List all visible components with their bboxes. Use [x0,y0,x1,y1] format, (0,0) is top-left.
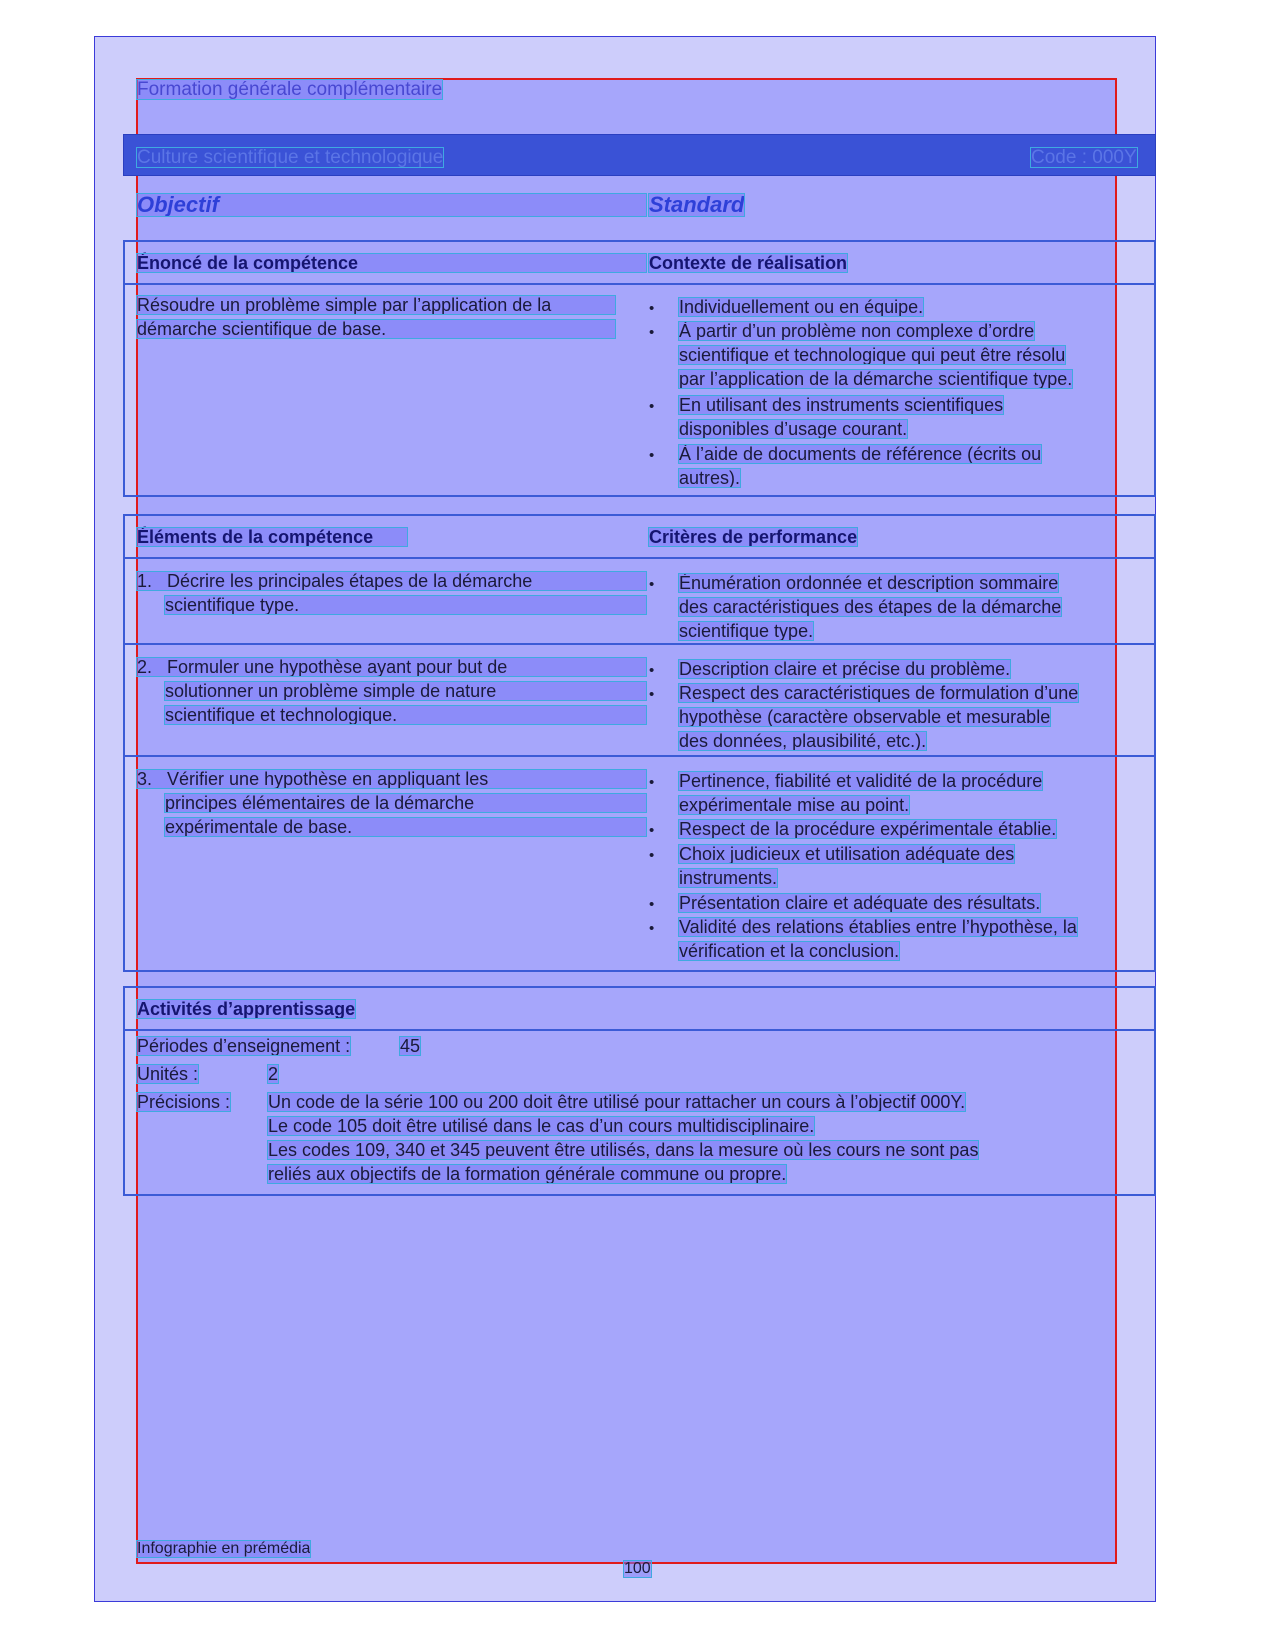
element-2-line: solutionner un problème simple de nature [165,682,646,700]
criterion-line: hypothèse (caractère observable et mesurable [679,707,1051,727]
element-2-line: scientifique et technologique. [165,706,646,724]
units-label: Unités : [137,1064,199,1084]
document-title: Formation générale complémentaire [137,79,443,100]
section-divider [123,1029,1156,1031]
criterion-line: Choix judicieux et utilisation adéquate des [679,844,1015,864]
competence-statement-header: Énoncé de la compétence [137,254,646,272]
criterion-line: vérification et la conclusion. [679,941,900,961]
row-divider [123,755,1156,757]
element-text: Formuler une hypothèse ayant pour but de [167,657,508,677]
context-line: À partir d’un problème non complexe d’ordre [679,321,1035,341]
criterion-line: Pertinence, fiabilité et validité de la procédure [679,771,1043,791]
context-line: scientifique et technologique qui peut être résolu [679,345,1066,365]
criterion-line: des caractéristiques des étapes de la démarche [679,597,1062,617]
element-3-line: expérimentale de base. [165,818,646,836]
criterion-line: Validité des relations établies entre l’hypothèse, la [679,917,1077,937]
bullet: • [649,447,655,464]
context-header: Contexte de réalisation [649,253,848,273]
precisions-label: Précisions : [137,1092,231,1112]
bullet: • [649,300,655,317]
precision-line: reliés aux objectifs de la formation générale commune ou propre. [268,1164,787,1184]
element-number: 1. [137,571,153,591]
elements-header: Éléments de la compétence [137,528,407,546]
bullet: • [649,774,655,791]
row-divider [123,643,1156,645]
context-line: disponibles d’usage courant. [679,419,908,439]
bullet: • [649,686,655,703]
bullet: • [649,576,655,593]
element-1-line [137,572,646,590]
bullet: • [649,822,655,839]
element-1-line: scientifique type. [165,596,646,614]
criterion-line: Présentation claire et adéquate des résultats. [679,893,1041,913]
activities-header: Activités d’apprentissage [137,999,356,1019]
periods-value: 45 [400,1036,421,1056]
page-number: 100 [624,1560,651,1577]
element-2-line [137,658,646,676]
periods-label: Périodes d’enseignement : [137,1036,351,1056]
criterion-line: Respect de la procédure expérimentale établie. [679,819,1057,839]
context-line: Individuellement ou en équipe. [679,297,924,317]
standard-heading: Standard [649,192,745,217]
element-number: 2. [137,657,153,677]
criterion-line: instruments. [679,868,778,888]
criterion-line: des données, plausibilité, etc.). [679,731,927,751]
criterion-line: Énumération ordonnée et description sommaire [679,573,1059,593]
precision-line: Un code de la série 100 ou 200 doit être utilisé pour rattacher un cours à l’objectif 000Y. [268,1092,966,1112]
bullet: • [649,662,655,679]
competence-statement-line: démarche scientifique de base. [137,320,615,338]
element-number: 3. [137,769,153,789]
element-text: Vérifier une hypothèse en appliquant les [167,769,489,789]
criterion-line: scientifique type. [679,621,814,641]
context-line: À l’aide de documents de référence (écrits ou [679,444,1042,464]
competence-statement-line: Résoudre un problème simple par l’application de la [137,296,615,314]
objective-heading: Objectif [137,194,646,216]
context-line: En utilisant des instruments scientifiques [679,395,1004,415]
criterion-line: expérimentale mise au point. [679,795,910,815]
bullet: • [649,920,655,937]
footer-program: Infographie en prémédia [137,1540,311,1557]
precision-line: Le code 105 doit être utilisé dans le cas d’un cours multidisciplinaire. [268,1116,815,1136]
precision-line: Les codes 109, 340 et 345 peuvent être utilisés, dans la mesure où les cours ne sont pas [268,1140,979,1160]
bullet: • [649,398,655,415]
criteria-header: Critères de performance [649,527,858,547]
section-divider [123,283,1156,285]
element-3-line: principes élémentaires de la démarche [165,794,646,812]
context-line: par l’application de la démarche scientifique type. [679,369,1073,389]
criterion-line: Respect des caractéristiques de formulation d’une [679,683,1079,703]
bullet: • [649,847,655,864]
course-title: Culture scientifique et technologique [137,147,444,168]
criterion-line: Description claire et précise du problème. [679,659,1011,679]
units-value: 2 [268,1064,279,1084]
bullet: • [649,324,655,341]
element-3-line [137,770,646,788]
context-line: autres). [679,468,741,488]
section-divider [123,557,1156,559]
course-code: Code : 000Y [1031,147,1137,168]
bullet: • [649,896,655,913]
element-text: Décrire les principales étapes de la démarche [167,571,533,591]
